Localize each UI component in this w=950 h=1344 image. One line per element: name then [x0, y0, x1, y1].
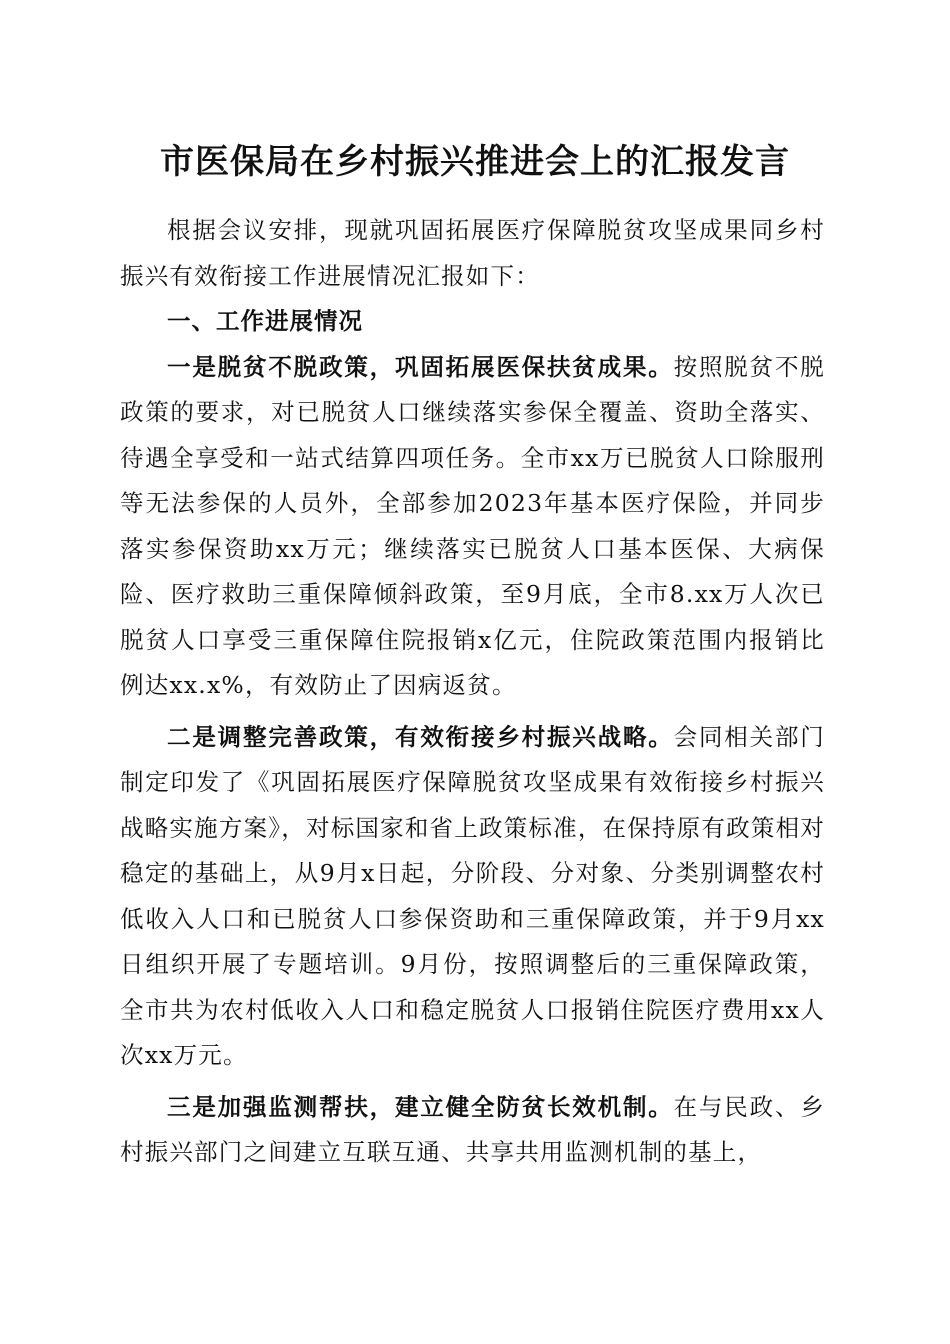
item-text-2: 会同相关部门制定印发了《巩固拓展医疗保障脱贫攻坚成果有效衔接乡村振兴战略实施方案》，对标国家和省上政策标准，在保持原有政策相对稳定的基础上，从9月x日起，分阶段、分对象、分类别调整农村低收入人口和已脱贫人口参保资助和三重保障政策，并于9月xx日组织开展了专题培训。9月份，按照调整后的三重保障政策，全市共为农村低收入人口和稳定脱贫人口报销住院医疗费用xx人次xx万元。 [120, 722, 825, 1069]
intro-paragraph: 根据会议安排，现就巩固拓展医疗保障脱贫攻坚成果同乡村振兴有效衔接工作进展情况汇报如下： [120, 216, 825, 290]
item-paragraph-2 [120, 715, 825, 1079]
section-heading: 一、工作进展情况 [167, 307, 363, 335]
item-paragraph-3 [120, 1085, 825, 1176]
document-title: 市医保局在乡村振兴推进会上的汇报发言 [160, 142, 790, 182]
item-text-3: 在与民政、乡村振兴部门之间建立互联互通、共享共用监测机制的基上， [120, 1092, 825, 1166]
item-lead-3: 三是加强监测帮扶，建立健全防贫长效机制。 [167, 1092, 674, 1121]
item-paragraph-1 [120, 345, 825, 709]
item-lead-2: 二是调整完善政策，有效衔接乡村振兴战略。 [167, 722, 674, 751]
item-lead-1: 一是脱贫不脱政策，巩固拓展医保扶贫成果。 [167, 352, 674, 381]
document-body [120, 208, 825, 1176]
item-text-1: 按照脱贫不脱政策的要求，对已脱贫人口继续落实参保全覆盖、资助全落实、待遇全享受和一站式结算四项任务。全市xx万已脱贫人口除服刑等无法参保的人员外，全部参加2023年基本医疗保险，并同步落实参保资助xx万元；继续落实已脱贫人口基本医保、大病保险、医疗救助三重保障倾斜政策，至9月底，全市8.xx万人次已脱贫人口享受三重保障住院报销x亿元，住院政策范围内报销比例达xx.x%，有效防止了因病返贫。 [120, 352, 825, 699]
